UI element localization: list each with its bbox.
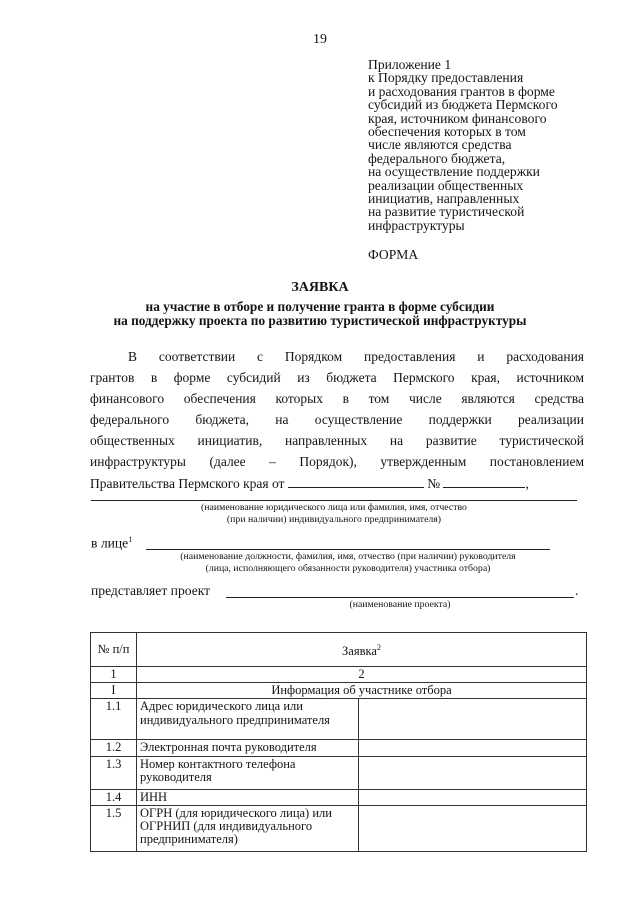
paragraph-last-prefix: Правительства Пермского края от	[90, 475, 285, 491]
paragraph-line: финансового обеспечения которых в том числе являются средства	[90, 391, 584, 407]
header-title-text: Заявка	[342, 643, 377, 658]
number-sign: №	[427, 475, 441, 491]
intro-paragraph	[90, 346, 584, 494]
paragraph-last-end: ,	[525, 475, 529, 491]
row-label: Адрес юридического лица или индивидуального предпринимателя	[137, 699, 359, 740]
table-header-row	[91, 633, 587, 667]
page-number: 19	[313, 32, 327, 47]
table-row	[91, 756, 587, 789]
decree-date-field[interactable]	[288, 475, 424, 488]
col-index: 1	[91, 667, 137, 683]
row-label: ИНН	[137, 789, 359, 805]
person-footnote: 1	[128, 535, 133, 544]
project-name-field[interactable]	[226, 597, 574, 598]
row-value-cell[interactable]	[359, 740, 587, 756]
table-row	[91, 789, 587, 805]
appendix-line: на осуществление поддержки	[368, 164, 540, 180]
appendix-line: на развитие туристической	[368, 204, 525, 220]
subtitle-line: на поддержку проекта по развитию туристической инфраструктуры	[113, 312, 527, 328]
appendix-line: края, источником финансового	[368, 110, 547, 126]
application-table	[90, 632, 587, 852]
table-row	[91, 805, 587, 851]
person-field[interactable]	[146, 549, 550, 550]
appendix-line: инициатив, направленных	[368, 191, 520, 207]
row-value-cell[interactable]	[359, 756, 587, 789]
person-hint-line: (наименование должности, фамилия, имя, отчество (при наличии) руководителя	[180, 551, 516, 562]
applicant-hint-line: (при наличии) индивидуального предпринимателя)	[226, 513, 442, 525]
table-row	[91, 740, 587, 756]
row-num: 1.4	[91, 789, 137, 805]
section-row	[91, 683, 587, 699]
appendix-line: субсидий из бюджета Пермского	[368, 97, 558, 113]
row-value-cell[interactable]	[359, 789, 587, 805]
header-num: № п/п	[91, 633, 137, 667]
section-num: I	[91, 683, 137, 699]
appendix-line: федерального бюджета,	[368, 150, 506, 166]
header-footnote: 2	[376, 642, 381, 652]
person-hint	[146, 551, 550, 574]
paragraph-line: федерального бюджета, на осуществление поддержки реализации	[90, 412, 584, 428]
appendix-line: числе являются средства	[368, 137, 512, 153]
project-label: представляет проект	[91, 583, 211, 598]
applicant-hint-line: (наименование юридического лица или фамилия, имя, отчество	[201, 502, 467, 513]
paragraph-line: В соответствии с Порядком предоставления и расходования	[128, 349, 584, 364]
applicant-name-field[interactable]	[91, 500, 577, 501]
project-end: .	[575, 583, 579, 598]
row-label: Электронная почта руководителя	[137, 740, 359, 756]
appendix-line: Приложение 1	[368, 57, 452, 72]
document-subtitle	[0, 300, 640, 327]
row-label: Номер контактного телефона руководителя	[137, 756, 359, 789]
form-label: ФОРМА	[368, 247, 419, 262]
subtitle-line: на участие в отборе и получение гранта в форме субсидии	[145, 299, 495, 314]
paragraph-line: общественных инициатив, направленных на развитие туристической	[90, 433, 584, 449]
appendix-line: к Порядку предоставления	[368, 70, 524, 86]
row-value-cell[interactable]	[359, 805, 587, 851]
appendix-line: и расходования грантов в форме	[368, 83, 555, 99]
row-num: 1.2	[91, 740, 137, 756]
row-num: 1.5	[91, 805, 137, 851]
row-label: ОГРН (для юридического лица) или ОГРНИП (для индивидуального предпринимателя)	[137, 805, 359, 851]
project-hint: (наименование проекта)	[349, 599, 451, 610]
person-label	[91, 535, 132, 552]
header-title	[137, 633, 587, 667]
document-title: ЗАЯВКА	[291, 280, 349, 295]
row-num: 1.3	[91, 756, 137, 789]
appendix-line: обеспечения которых в том	[368, 124, 526, 140]
paragraph-last-line	[90, 473, 584, 494]
appendix-line: реализации общественных	[368, 177, 524, 193]
table-row	[91, 699, 587, 740]
row-value-cell[interactable]	[359, 699, 587, 740]
column-index-row	[91, 667, 587, 683]
paragraph-line: инфраструктуры (далее – Порядок), утвержденным постановлением	[90, 454, 584, 470]
col-index: 2	[137, 667, 587, 683]
appendix-line: инфраструктуры	[368, 217, 465, 233]
paragraph-line: грантов в форме субсидий из бюджета Пермского края, источником	[90, 370, 584, 386]
applicant-hint	[91, 502, 577, 525]
person-hint-line: (лица, исполняющего обязанности руководителя) участника отбора)	[205, 562, 491, 574]
decree-number-field[interactable]	[443, 475, 525, 488]
section-title: Информация об участнике отбора	[137, 683, 587, 699]
person-label-text: в лице	[91, 535, 129, 551]
appendix-block	[368, 58, 608, 232]
row-num: 1.1	[91, 699, 137, 740]
